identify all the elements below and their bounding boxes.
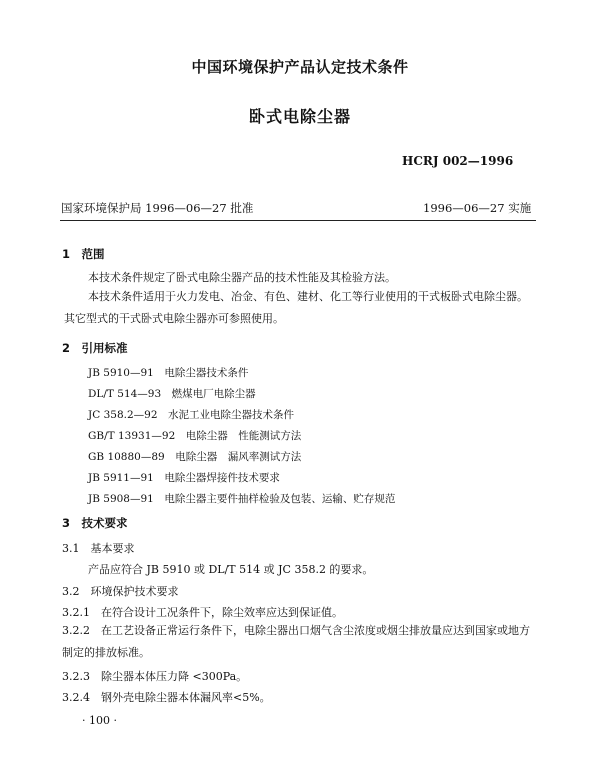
section-1-para-2: 本技术条件适用于火力发电、冶金、有色、建材、化工等行业使用的干式板卧式电除尘器。其它型式的干式卧式电除尘器亦可参照使用。 [64, 290, 528, 325]
approval-line: 国家环境保护局 1996—06—27 批准 [61, 201, 254, 215]
clause-3-2-2: 3.2.2 在工艺设备正常运行条件下，电除尘器出口烟气含尘浓度或烟尘排放量应达到国家或地方制定的排放标准。 [62, 624, 530, 659]
reference-item: DL/T 514—93 燃煤电厂电除尘器 [88, 388, 256, 400]
subsection-3-1-heading: 3.1 基本要求 [62, 542, 135, 555]
implementation-date: 1996—06—27 实施 [423, 201, 532, 215]
document-title: 卧式电除尘器 [248, 107, 351, 126]
section-3-heading: 3 技术要求 [62, 516, 128, 530]
clause-3-2-1: 3.2.1 在符合设计工况条件下，除尘效率应达到保证值。 [62, 606, 343, 619]
page-number: · 100 · [82, 714, 117, 727]
subsection-3-2-heading: 3.2 环境保护技术要求 [62, 585, 179, 598]
standard-code: HCRJ 002—1996 [402, 154, 514, 168]
reference-item: GB/T 13931—92 电除尘器 性能测试方法 [88, 430, 302, 442]
section-1-heading: 1 范围 [62, 247, 105, 261]
header-divider [60, 220, 536, 221]
subsection-3-1-text: 产品应符合 JB 5910 或 DL/T 514 或 JC 358.2 的要求。 [88, 563, 374, 576]
reference-item: JB 5910—91 电除尘器技术条件 [88, 367, 249, 379]
section-2-heading: 2 引用标准 [62, 341, 128, 355]
reference-item: JB 5908—91 电除尘器主要件抽样检验及包装、运输、贮存规范 [88, 493, 396, 505]
org-title: 中国环境保护产品认定技术条件 [191, 58, 409, 76]
section-1-para-1: 本技术条件规定了卧式电除尘器产品的技术性能及其检验方法。 [88, 271, 396, 284]
reference-item: JB 5911—91 电除尘器焊接件技术要求 [88, 472, 280, 484]
reference-item: GB 10880—89 电除尘器 漏风率测试方法 [88, 451, 302, 463]
clause-3-2-3: 3.2.3 除尘器本体压力降 <300Pa。 [62, 670, 248, 683]
clause-3-2-4: 3.2.4 钢外壳电除尘器本体漏风率<5%。 [62, 691, 271, 704]
reference-item: JC 358.2—92 水泥工业电除尘器技术条件 [88, 409, 295, 421]
